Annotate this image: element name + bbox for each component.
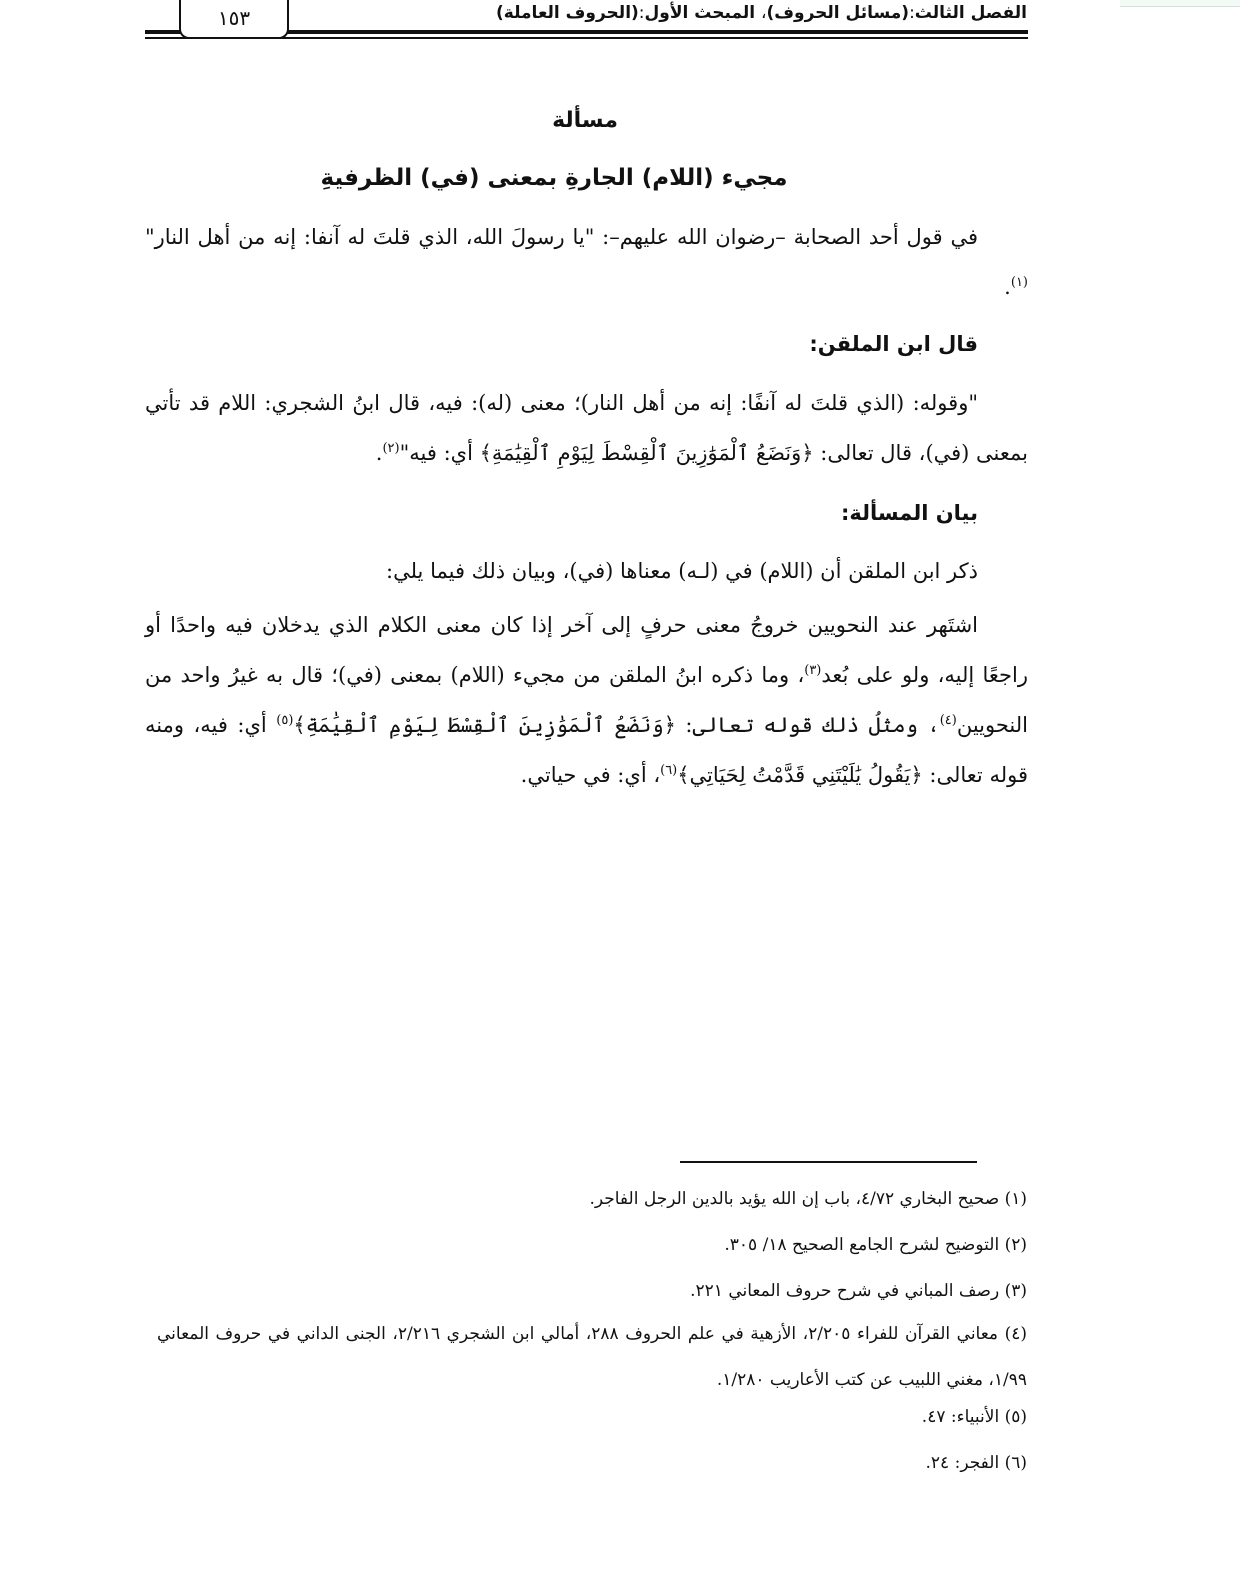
footnote-2: (٢) التوضيح لشرح الجامع الصحيح ١٨/ ٣٠٥. — [724, 1235, 1027, 1255]
paragraph-explanation-d: أي: فيه، ومنه قوله تعالى: ﴿يَقُولُ يَٰلَيْتَنِي قَدَّمْتُ لِحَيَاتِي﴾ — [145, 713, 1028, 787]
issue-title: مجيء (اللام) الجارةِ بمعنى (في) الظرفيةِ — [320, 165, 788, 191]
running-head — [496, 2, 1027, 24]
study-label: المبحث الأول — [644, 3, 756, 23]
corner-mark — [1120, 0, 1240, 7]
paragraph-quote-text: في قول أحد الصحابة –رضوان الله عليهم–: "يا رسولَ الله، الذي قلتَ له آنفا: إنه من أهل النار" — [145, 225, 978, 249]
header-separator: : — [909, 3, 915, 23]
paragraph-ibn-al-mulaqqin-text: "وقوله: (الذي قلتَ له آنفًا: إنه من أهل النار)؛ معنى (له): فيه، قال ابنُ الشجري: اللام قد تأتي بمعنى (في)، قال تعالى: ﴿وَنَضَعُ ٱلْمَوَٰزِينَ ٱلْقِسْطَ لِيَوْمِ ٱلْقِيَٰمَةِ﴾ أي: فيه" — [145, 391, 1028, 465]
footnote-ref-5: (٥) — [276, 713, 294, 728]
paragraph-explanation-e: ، أي: في حياتي. — [520, 763, 661, 787]
paragraph-quote — [145, 212, 1028, 312]
paragraph-explanation-a: اشتَهر عند النحويين خروجُ معنى حرفٍ إلى آخر إذا كان معنى الكلام الذي يدخلان فيه واحدًا أو راجعًا إليه، ولو على بُعد — [145, 613, 1029, 687]
part-label: (الحروف العاملة) — [496, 3, 639, 23]
footnote-ref-2: (٢) — [382, 441, 400, 456]
header-comma: ، — [760, 3, 767, 23]
subheading-ibn-al-mulaqqin: قال ابن الملقن: — [809, 332, 978, 356]
header-separator-2: : — [638, 3, 645, 23]
footnote-separator — [680, 1161, 977, 1163]
footnote-ref-6: (٦) — [660, 763, 678, 778]
paragraph-explanation-intro: ذكر ابن الملقن أن (اللام) في (لـه) معناها (في)، وبيان ذلك فيما يلي: — [386, 559, 978, 583]
footnote-ref-4: (٤) — [939, 713, 957, 728]
footnote-4: (٤) معاني القرآن للفراء ٢/٢٠٥، الأزهية في علم الحروف ٢٨٨، أمالي ابن الشجري ٢/٢١٦، الجنى الداني في حروف المعاني ١/٩٩، مغني اللبيب عن كتب الأعاريب ١/٢٨٠. — [157, 1324, 1027, 1390]
page-number: ١٥٣ — [179, 0, 289, 39]
chapter-label: الفصل الثالث — [914, 3, 1027, 23]
subheading-explanation: بيان المسألة: — [840, 501, 978, 525]
footnote-5: (٥) الأنبياء: ٤٧. — [921, 1407, 1027, 1427]
footnote-6: (٦) الفجر: ٢٤. — [925, 1453, 1027, 1473]
topic-label: (مسائل الحروف) — [766, 3, 910, 23]
footnote-ref-3: (٣) — [804, 663, 822, 678]
paragraph-explanation-b: ، وما ذكره ابنُ الملقن من مجيء (اللام) بمعنى (في)؛ قال به غيرُ واحد من النحويين — [145, 663, 1028, 737]
paragraph-ibn-al-mulaqqin — [145, 378, 1028, 478]
footnote-1: (١) صحيح البخاري ٤/٧٢، باب إن الله يؤيد بالدين الرجل الفاجر. — [589, 1189, 1027, 1209]
paragraph-quote-end: . — [1004, 275, 1011, 299]
paragraph-explanation — [145, 600, 1028, 800]
footnote-3: (٣) رصف المباني في شرح حروف المعاني ٢٢١. — [690, 1281, 1027, 1301]
footnote-ref-1: (١) — [1010, 275, 1028, 290]
paragraph-ibn-al-mulaqqin-end: . — [375, 441, 383, 465]
issue-heading: مسألة — [552, 108, 618, 133]
paragraph-explanation-c: ، ومثلُ ذلك قوله تعالى: ﴿وَنَضَعُ ٱلْمَوَٰزِينَ ٱلْقِسْطَ لِيَوْمِ ٱلْقِيَٰمَةِ﴾ — [293, 713, 940, 737]
